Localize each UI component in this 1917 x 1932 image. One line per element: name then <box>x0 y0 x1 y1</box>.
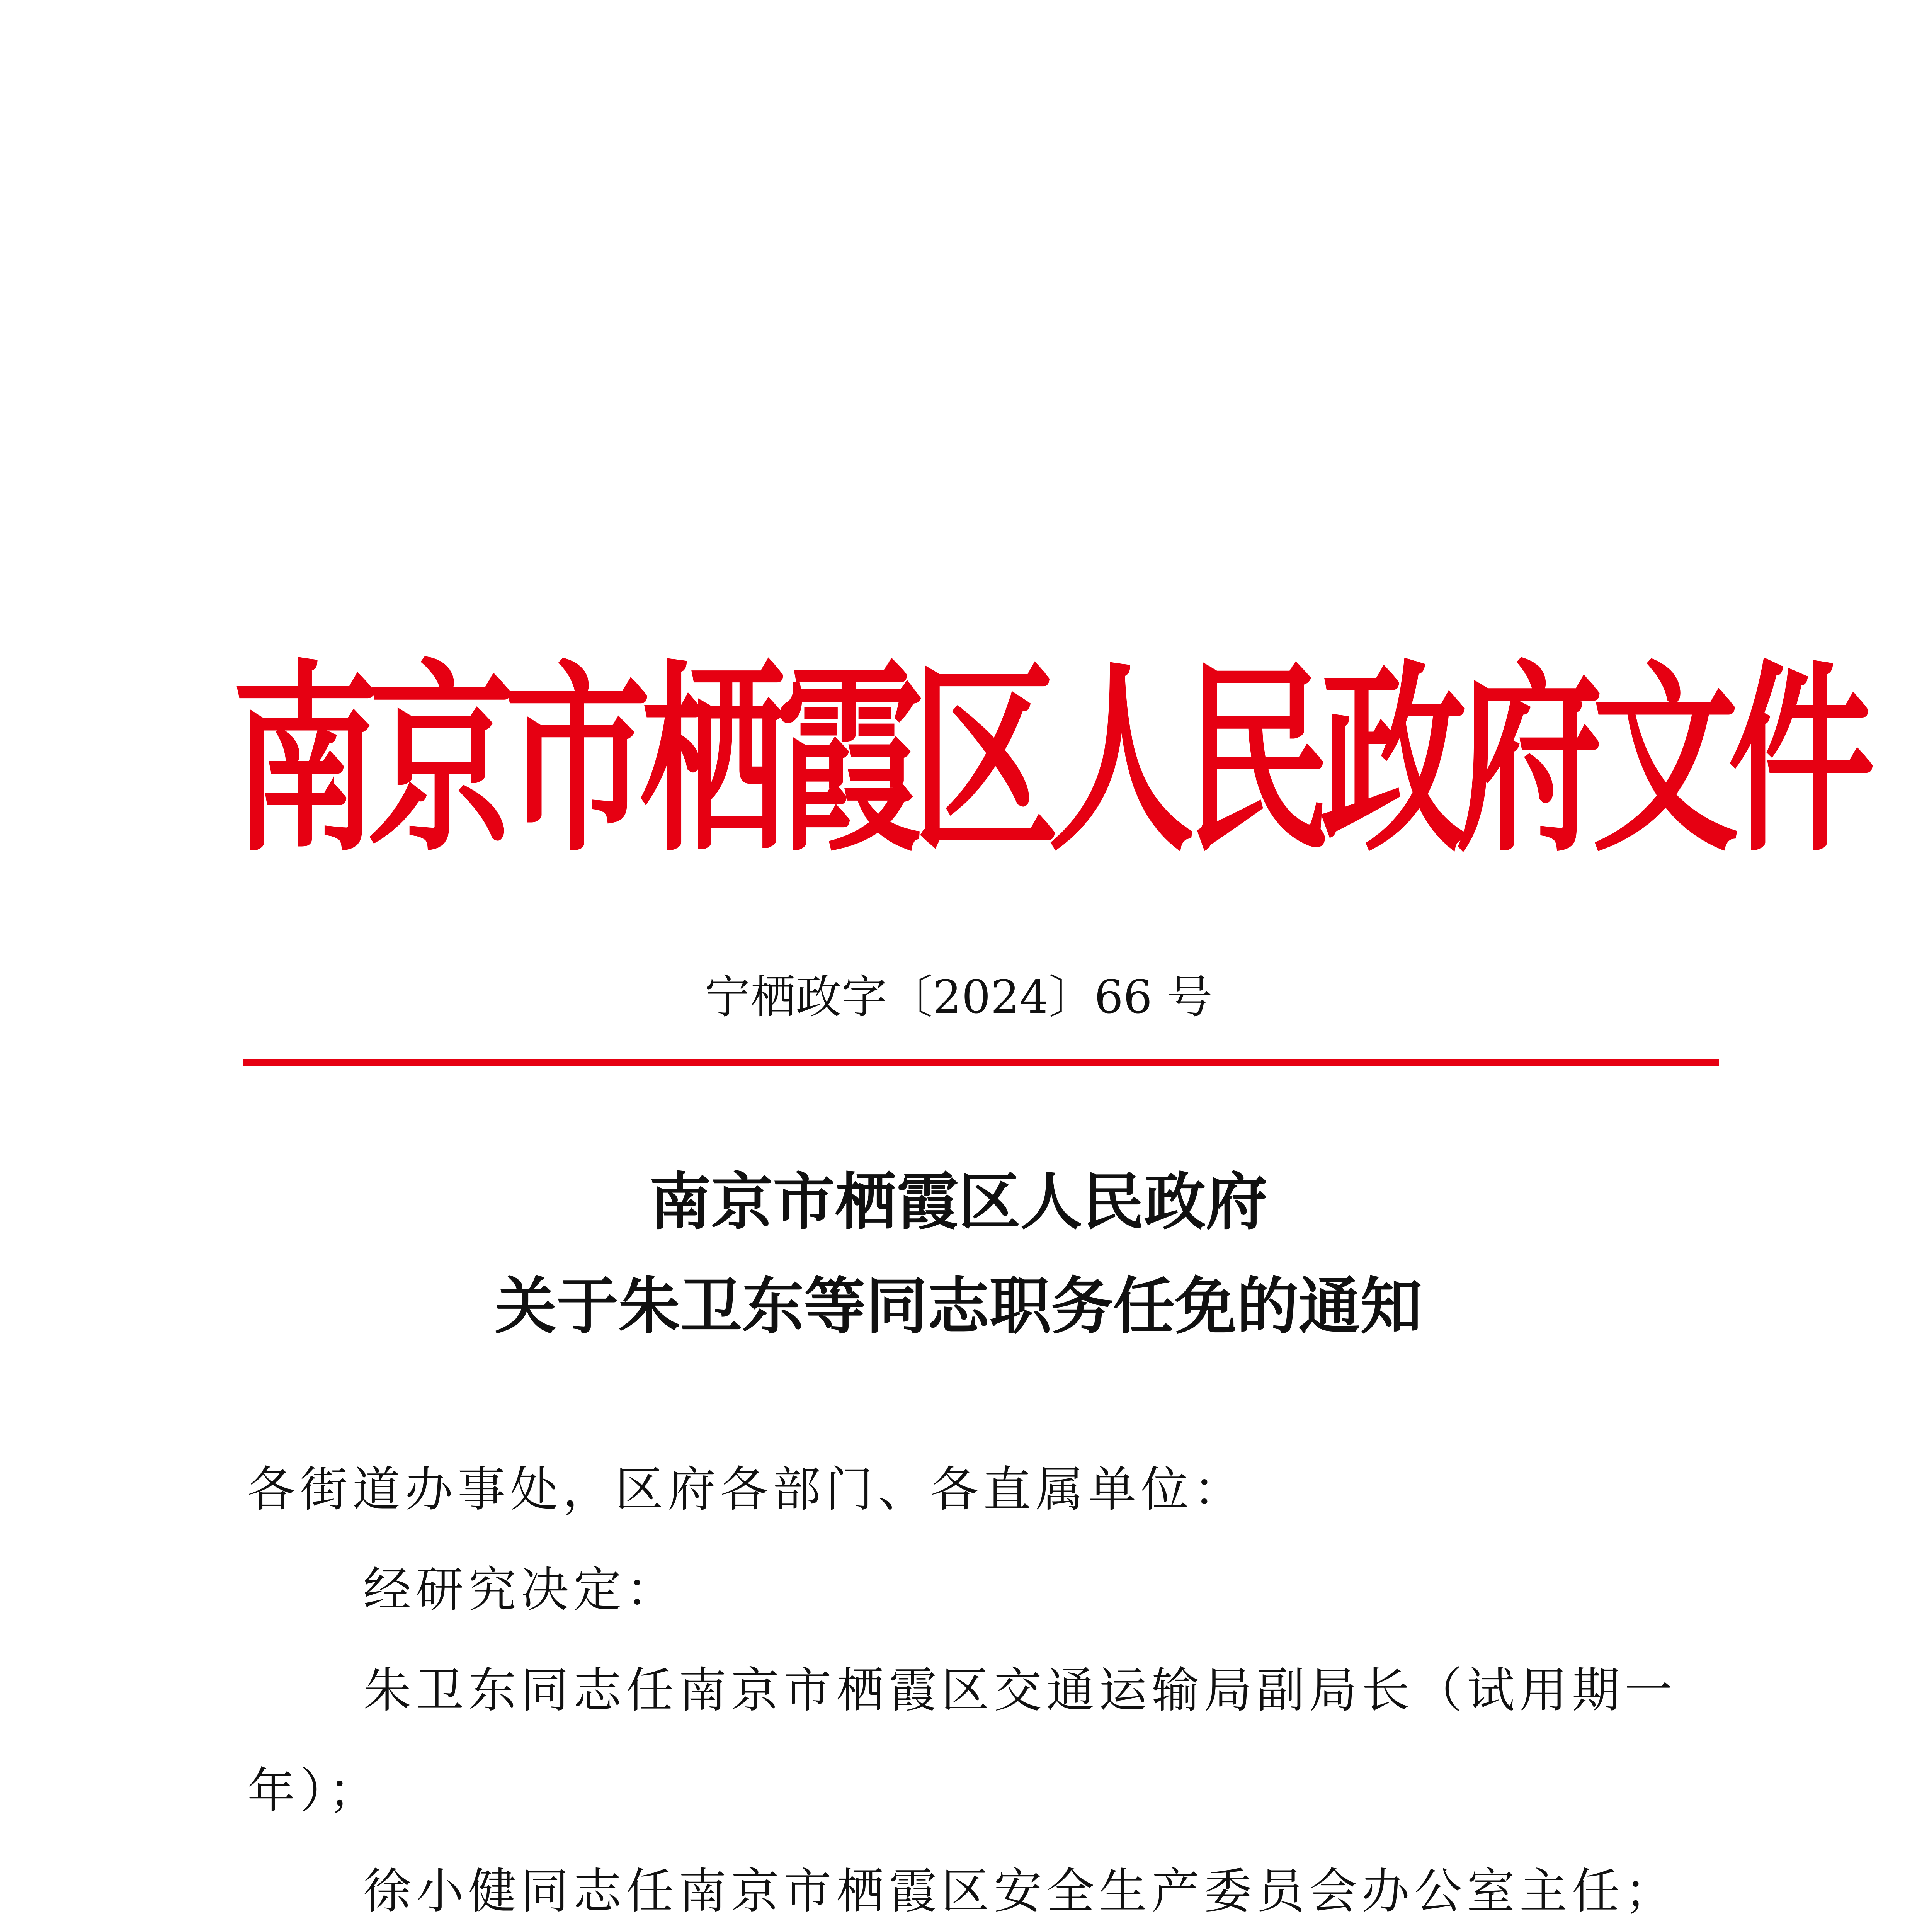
salutation: 各街道办事处，区府各部门、各直属单位： <box>247 1462 1246 1517</box>
notice-title-line-1: 南京市栖霞区人民政府 <box>649 1165 1268 1238</box>
paragraph-appointment-1: 朱卫东同志任南京市栖霞区交通运输局副局长（试用期一 <box>363 1663 1677 1718</box>
paragraph-appointment-1-continued: 年）； <box>247 1763 381 1819</box>
paragraph-appointment-2: 徐小健同志任南京市栖霞区安全生产委员会办公室主任； <box>363 1864 1677 1919</box>
notice-title-line-2: 关于朱卫东等同志职务任免的通知 <box>495 1270 1422 1342</box>
paragraph-decision: 经研究决定： <box>363 1562 679 1618</box>
masthead-title: 南京市栖霞区人民政府文件 <box>232 643 1864 879</box>
red-divider-line <box>243 1059 1719 1066</box>
document-number: 宁栖政字〔2024〕66 号 <box>704 970 1213 1024</box>
